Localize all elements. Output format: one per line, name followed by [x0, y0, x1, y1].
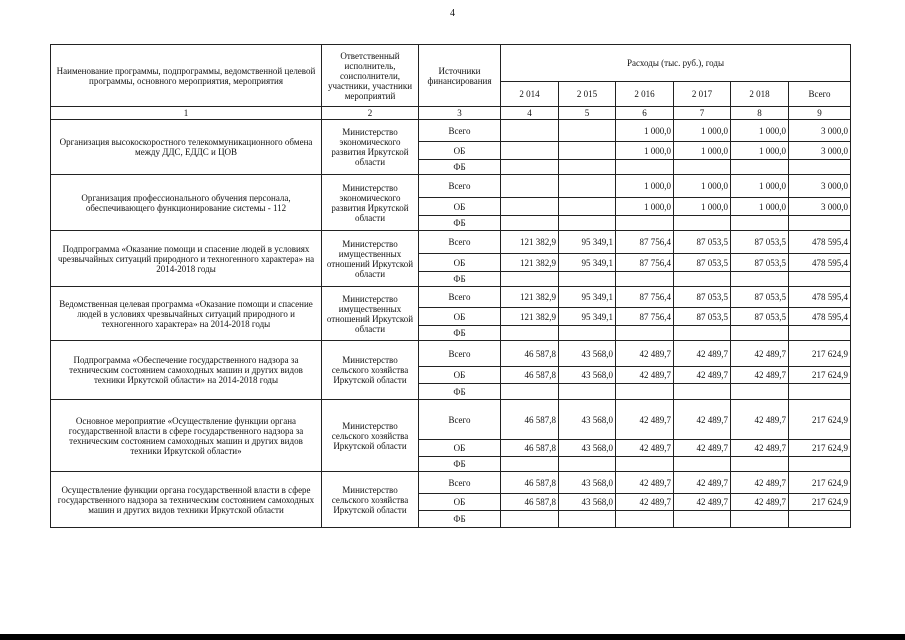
funding-source-cell: ОБ: [419, 494, 501, 511]
table-row: [51, 400, 851, 440]
year-value-cell: [616, 272, 674, 287]
year-value-cell: [674, 384, 731, 400]
total-value-cell: 217 624,9: [789, 440, 851, 457]
column-number: 3: [419, 107, 501, 120]
year-value-cell: 42 489,7: [731, 367, 789, 384]
year-value-cell: 87 053,5: [674, 254, 731, 272]
year-value-cell: 43 568,0: [559, 440, 616, 457]
year-value-cell: [501, 216, 559, 231]
total-value-cell: 217 624,9: [789, 341, 851, 367]
column-number: 9: [789, 107, 851, 120]
year-value-cell: 87 756,4: [616, 287, 674, 308]
total-value-cell: 217 624,9: [789, 400, 851, 440]
expenses-table: [50, 44, 851, 528]
program-name-cell: Подпрограмма «Обеспечение государственного надзора за техническим состоянием самоходных машин и других видов техники Иркутской области» на 2014-2018 годы: [51, 341, 322, 400]
program-name-cell: Ведомственная целевая программа «Оказание помощи и спасение людей в условиях чрезвычайных ситуаций природного и техногенного характера» на 2014-2018 годы: [51, 287, 322, 341]
total-value-cell: 217 624,9: [789, 472, 851, 494]
funding-source-cell: ОБ: [419, 198, 501, 216]
year-value-cell: 46 587,8: [501, 440, 559, 457]
funding-source-cell: Всего: [419, 231, 501, 254]
year-value-cell: [674, 272, 731, 287]
year-value-cell: [731, 511, 789, 528]
year-value-cell: [616, 457, 674, 472]
year-cell: 2 015: [559, 82, 616, 107]
year-value-cell: [731, 326, 789, 341]
year-value-cell: [559, 175, 616, 198]
year-value-cell: 46 587,8: [501, 494, 559, 511]
header-exec-cell: Ответственный исполнитель, соисполнители, участники, участники мероприятий: [322, 45, 419, 107]
total-value-cell: [789, 384, 851, 400]
table-row: [51, 287, 851, 308]
year-value-cell: 42 489,7: [616, 367, 674, 384]
executor-cell: Министерство имущественных отношений Иркутской области: [322, 287, 419, 341]
funding-source-cell: ОБ: [419, 308, 501, 326]
year-value-cell: 43 568,0: [559, 400, 616, 440]
year-cell: 2 014: [501, 82, 559, 107]
year-value-cell: 42 489,7: [731, 400, 789, 440]
year-value-cell: [559, 457, 616, 472]
year-value-cell: 42 489,7: [674, 440, 731, 457]
year-value-cell: 46 587,8: [501, 367, 559, 384]
year-value-cell: 95 349,1: [559, 254, 616, 272]
column-number: 8: [731, 107, 789, 120]
year-value-cell: [616, 384, 674, 400]
year-value-cell: 87 756,4: [616, 308, 674, 326]
funding-source-cell: ФБ: [419, 457, 501, 472]
year-value-cell: [616, 216, 674, 231]
year-cell: 2 018: [731, 82, 789, 107]
total-value-cell: 3 000,0: [789, 175, 851, 198]
year-value-cell: 87 053,5: [731, 308, 789, 326]
year-value-cell: 121 382,9: [501, 287, 559, 308]
funding-source-cell: Всего: [419, 175, 501, 198]
funding-source-cell: ОБ: [419, 254, 501, 272]
year-value-cell: 42 489,7: [616, 472, 674, 494]
funding-source-cell: Всего: [419, 341, 501, 367]
year-value-cell: 121 382,9: [501, 231, 559, 254]
executor-cell: Министерство сельского хозяйства Иркутской области: [322, 341, 419, 400]
scan-bottom-edge: [0, 634, 905, 640]
column-number: 4: [501, 107, 559, 120]
program-name-cell: Подпрограмма «Оказание помощи и спасение людей в условиях чрезвычайных ситуаций природного и техногенного характера» на 2014-2018 годы: [51, 231, 322, 287]
funding-source-cell: ФБ: [419, 272, 501, 287]
year-value-cell: 43 568,0: [559, 472, 616, 494]
year-value-cell: 42 489,7: [616, 440, 674, 457]
year-value-cell: [559, 142, 616, 160]
year-value-cell: [501, 384, 559, 400]
year-value-cell: 42 489,7: [731, 472, 789, 494]
year-value-cell: 42 489,7: [674, 494, 731, 511]
year-value-cell: [731, 272, 789, 287]
year-value-cell: [731, 216, 789, 231]
column-number: 6: [616, 107, 674, 120]
year-value-cell: 87 756,4: [616, 254, 674, 272]
total-value-cell: [789, 272, 851, 287]
year-value-cell: 46 587,8: [501, 400, 559, 440]
year-value-cell: [501, 142, 559, 160]
year-value-cell: 42 489,7: [731, 440, 789, 457]
funding-source-cell: ФБ: [419, 326, 501, 341]
year-value-cell: [501, 511, 559, 528]
year-value-cell: 1 000,0: [674, 142, 731, 160]
total-value-cell: 478 595,4: [789, 254, 851, 272]
year-value-cell: [501, 120, 559, 142]
year-value-cell: 1 000,0: [616, 198, 674, 216]
year-value-cell: 121 382,9: [501, 254, 559, 272]
year-value-cell: [731, 457, 789, 472]
year-value-cell: [501, 175, 559, 198]
year-value-cell: [501, 160, 559, 175]
total-value-cell: [789, 326, 851, 341]
year-value-cell: 1 000,0: [616, 175, 674, 198]
year-value-cell: 46 587,8: [501, 341, 559, 367]
program-name-cell: Основное мероприятие «Осуществление функции органа государственной власти в сфере государственного надзора за техническим состоянием самоходных машин и других видов техники Иркутской области»: [51, 400, 322, 472]
funding-source-cell: ФБ: [419, 216, 501, 231]
year-value-cell: [674, 511, 731, 528]
table-row: [51, 120, 851, 142]
year-value-cell: 42 489,7: [674, 367, 731, 384]
total-value-cell: [789, 160, 851, 175]
year-value-cell: [559, 384, 616, 400]
executor-cell: Министерство экономического развития Иркутской области: [322, 120, 419, 175]
year-value-cell: 46 587,8: [501, 472, 559, 494]
year-value-cell: [501, 198, 559, 216]
year-value-cell: 121 382,9: [501, 308, 559, 326]
funding-source-cell: Всего: [419, 472, 501, 494]
year-value-cell: 42 489,7: [616, 341, 674, 367]
header-source-cell: Источники финансирования: [419, 45, 501, 107]
year-value-cell: 1 000,0: [674, 198, 731, 216]
header-costs-cell: Расходы (тыс. руб.), годы: [501, 45, 851, 82]
year-value-cell: [731, 384, 789, 400]
year-value-cell: 87 756,4: [616, 231, 674, 254]
executor-cell: Министерство имущественных отношений Иркутской области: [322, 231, 419, 287]
column-number: 5: [559, 107, 616, 120]
funding-source-cell: ФБ: [419, 160, 501, 175]
year-value-cell: 42 489,7: [731, 494, 789, 511]
table-row: [51, 472, 851, 494]
funding-source-cell: Всего: [419, 120, 501, 142]
column-number-row: [51, 107, 851, 120]
total-value-cell: 478 595,4: [789, 287, 851, 308]
year-value-cell: 1 000,0: [616, 120, 674, 142]
year-value-cell: [731, 160, 789, 175]
year-value-cell: 42 489,7: [674, 341, 731, 367]
year-value-cell: 95 349,1: [559, 231, 616, 254]
total-value-cell: 478 595,4: [789, 231, 851, 254]
year-value-cell: [616, 160, 674, 175]
total-value-cell: 478 595,4: [789, 308, 851, 326]
year-value-cell: [559, 272, 616, 287]
year-value-cell: 87 053,5: [731, 287, 789, 308]
funding-source-cell: Всего: [419, 400, 501, 440]
table-row: [51, 231, 851, 254]
year-value-cell: 42 489,7: [731, 341, 789, 367]
column-number: 7: [674, 107, 731, 120]
header-name-cell: Наименование программы, подпрограммы, ведомственной целевой программы, основного мероприятия, мероприятия: [51, 45, 322, 107]
year-value-cell: [559, 160, 616, 175]
total-value-cell: 217 624,9: [789, 494, 851, 511]
year-value-cell: [559, 511, 616, 528]
funding-source-cell: ФБ: [419, 384, 501, 400]
year-value-cell: 87 053,5: [674, 308, 731, 326]
year-cell: 2 017: [674, 82, 731, 107]
year-value-cell: [501, 326, 559, 341]
program-name-cell: Организация высокоскоростного телекоммуникационного обмена между ДДС, ЕДДС и ЦОВ: [51, 120, 322, 175]
year-value-cell: [674, 326, 731, 341]
header-row: [51, 45, 851, 82]
total-value-cell: 3 000,0: [789, 198, 851, 216]
year-value-cell: 1 000,0: [674, 120, 731, 142]
total-value-cell: 3 000,0: [789, 120, 851, 142]
funding-source-cell: ОБ: [419, 142, 501, 160]
year-value-cell: 42 489,7: [616, 494, 674, 511]
year-value-cell: 1 000,0: [731, 120, 789, 142]
year-value-cell: [674, 216, 731, 231]
table-row: [51, 341, 851, 367]
year-value-cell: 87 053,5: [674, 287, 731, 308]
year-value-cell: [559, 198, 616, 216]
total-value-cell: [789, 216, 851, 231]
total-value-cell: [789, 511, 851, 528]
year-value-cell: 42 489,7: [616, 400, 674, 440]
year-value-cell: 1 000,0: [616, 142, 674, 160]
executor-cell: Министерство экономического развития Иркутской области: [322, 175, 419, 231]
total-value-cell: 217 624,9: [789, 367, 851, 384]
year-value-cell: 42 489,7: [674, 472, 731, 494]
year-total-cell: Всего: [789, 82, 851, 107]
year-value-cell: [674, 160, 731, 175]
year-value-cell: [559, 216, 616, 231]
year-value-cell: 1 000,0: [674, 175, 731, 198]
year-value-cell: 1 000,0: [731, 175, 789, 198]
year-cell: 2 016: [616, 82, 674, 107]
funding-source-cell: ОБ: [419, 440, 501, 457]
year-value-cell: 43 568,0: [559, 341, 616, 367]
year-value-cell: 42 489,7: [674, 400, 731, 440]
year-value-cell: 87 053,5: [731, 254, 789, 272]
year-value-cell: 1 000,0: [731, 198, 789, 216]
year-value-cell: [616, 511, 674, 528]
year-value-cell: 95 349,1: [559, 308, 616, 326]
executor-cell: Министерство сельского хозяйства Иркутской области: [322, 400, 419, 472]
year-value-cell: [501, 457, 559, 472]
year-value-cell: 43 568,0: [559, 367, 616, 384]
year-value-cell: [616, 326, 674, 341]
funding-source-cell: ФБ: [419, 511, 501, 528]
year-value-cell: [674, 457, 731, 472]
year-value-cell: 95 349,1: [559, 287, 616, 308]
year-value-cell: [559, 326, 616, 341]
year-value-cell: 1 000,0: [731, 142, 789, 160]
total-value-cell: [789, 457, 851, 472]
program-name-cell: Осуществление функции органа государственной власти в сфере государственного надзора за техническим состоянием самоходных машин и других видов техники Иркутской области: [51, 472, 322, 528]
funding-source-cell: Всего: [419, 287, 501, 308]
table-row: [51, 175, 851, 198]
year-value-cell: 87 053,5: [674, 231, 731, 254]
year-value-cell: 87 053,5: [731, 231, 789, 254]
year-value-cell: [501, 272, 559, 287]
year-value-cell: [559, 120, 616, 142]
executor-cell: Министерство сельского хозяйства Иркутской области: [322, 472, 419, 528]
year-value-cell: 43 568,0: [559, 494, 616, 511]
page-number: 4: [450, 8, 455, 19]
funding-source-cell: ОБ: [419, 367, 501, 384]
column-number: 2: [322, 107, 419, 120]
column-number: 1: [51, 107, 322, 120]
total-value-cell: 3 000,0: [789, 142, 851, 160]
program-name-cell: Организация профессионального обучения персонала, обеспечивающего функционирование системы - 112: [51, 175, 322, 231]
